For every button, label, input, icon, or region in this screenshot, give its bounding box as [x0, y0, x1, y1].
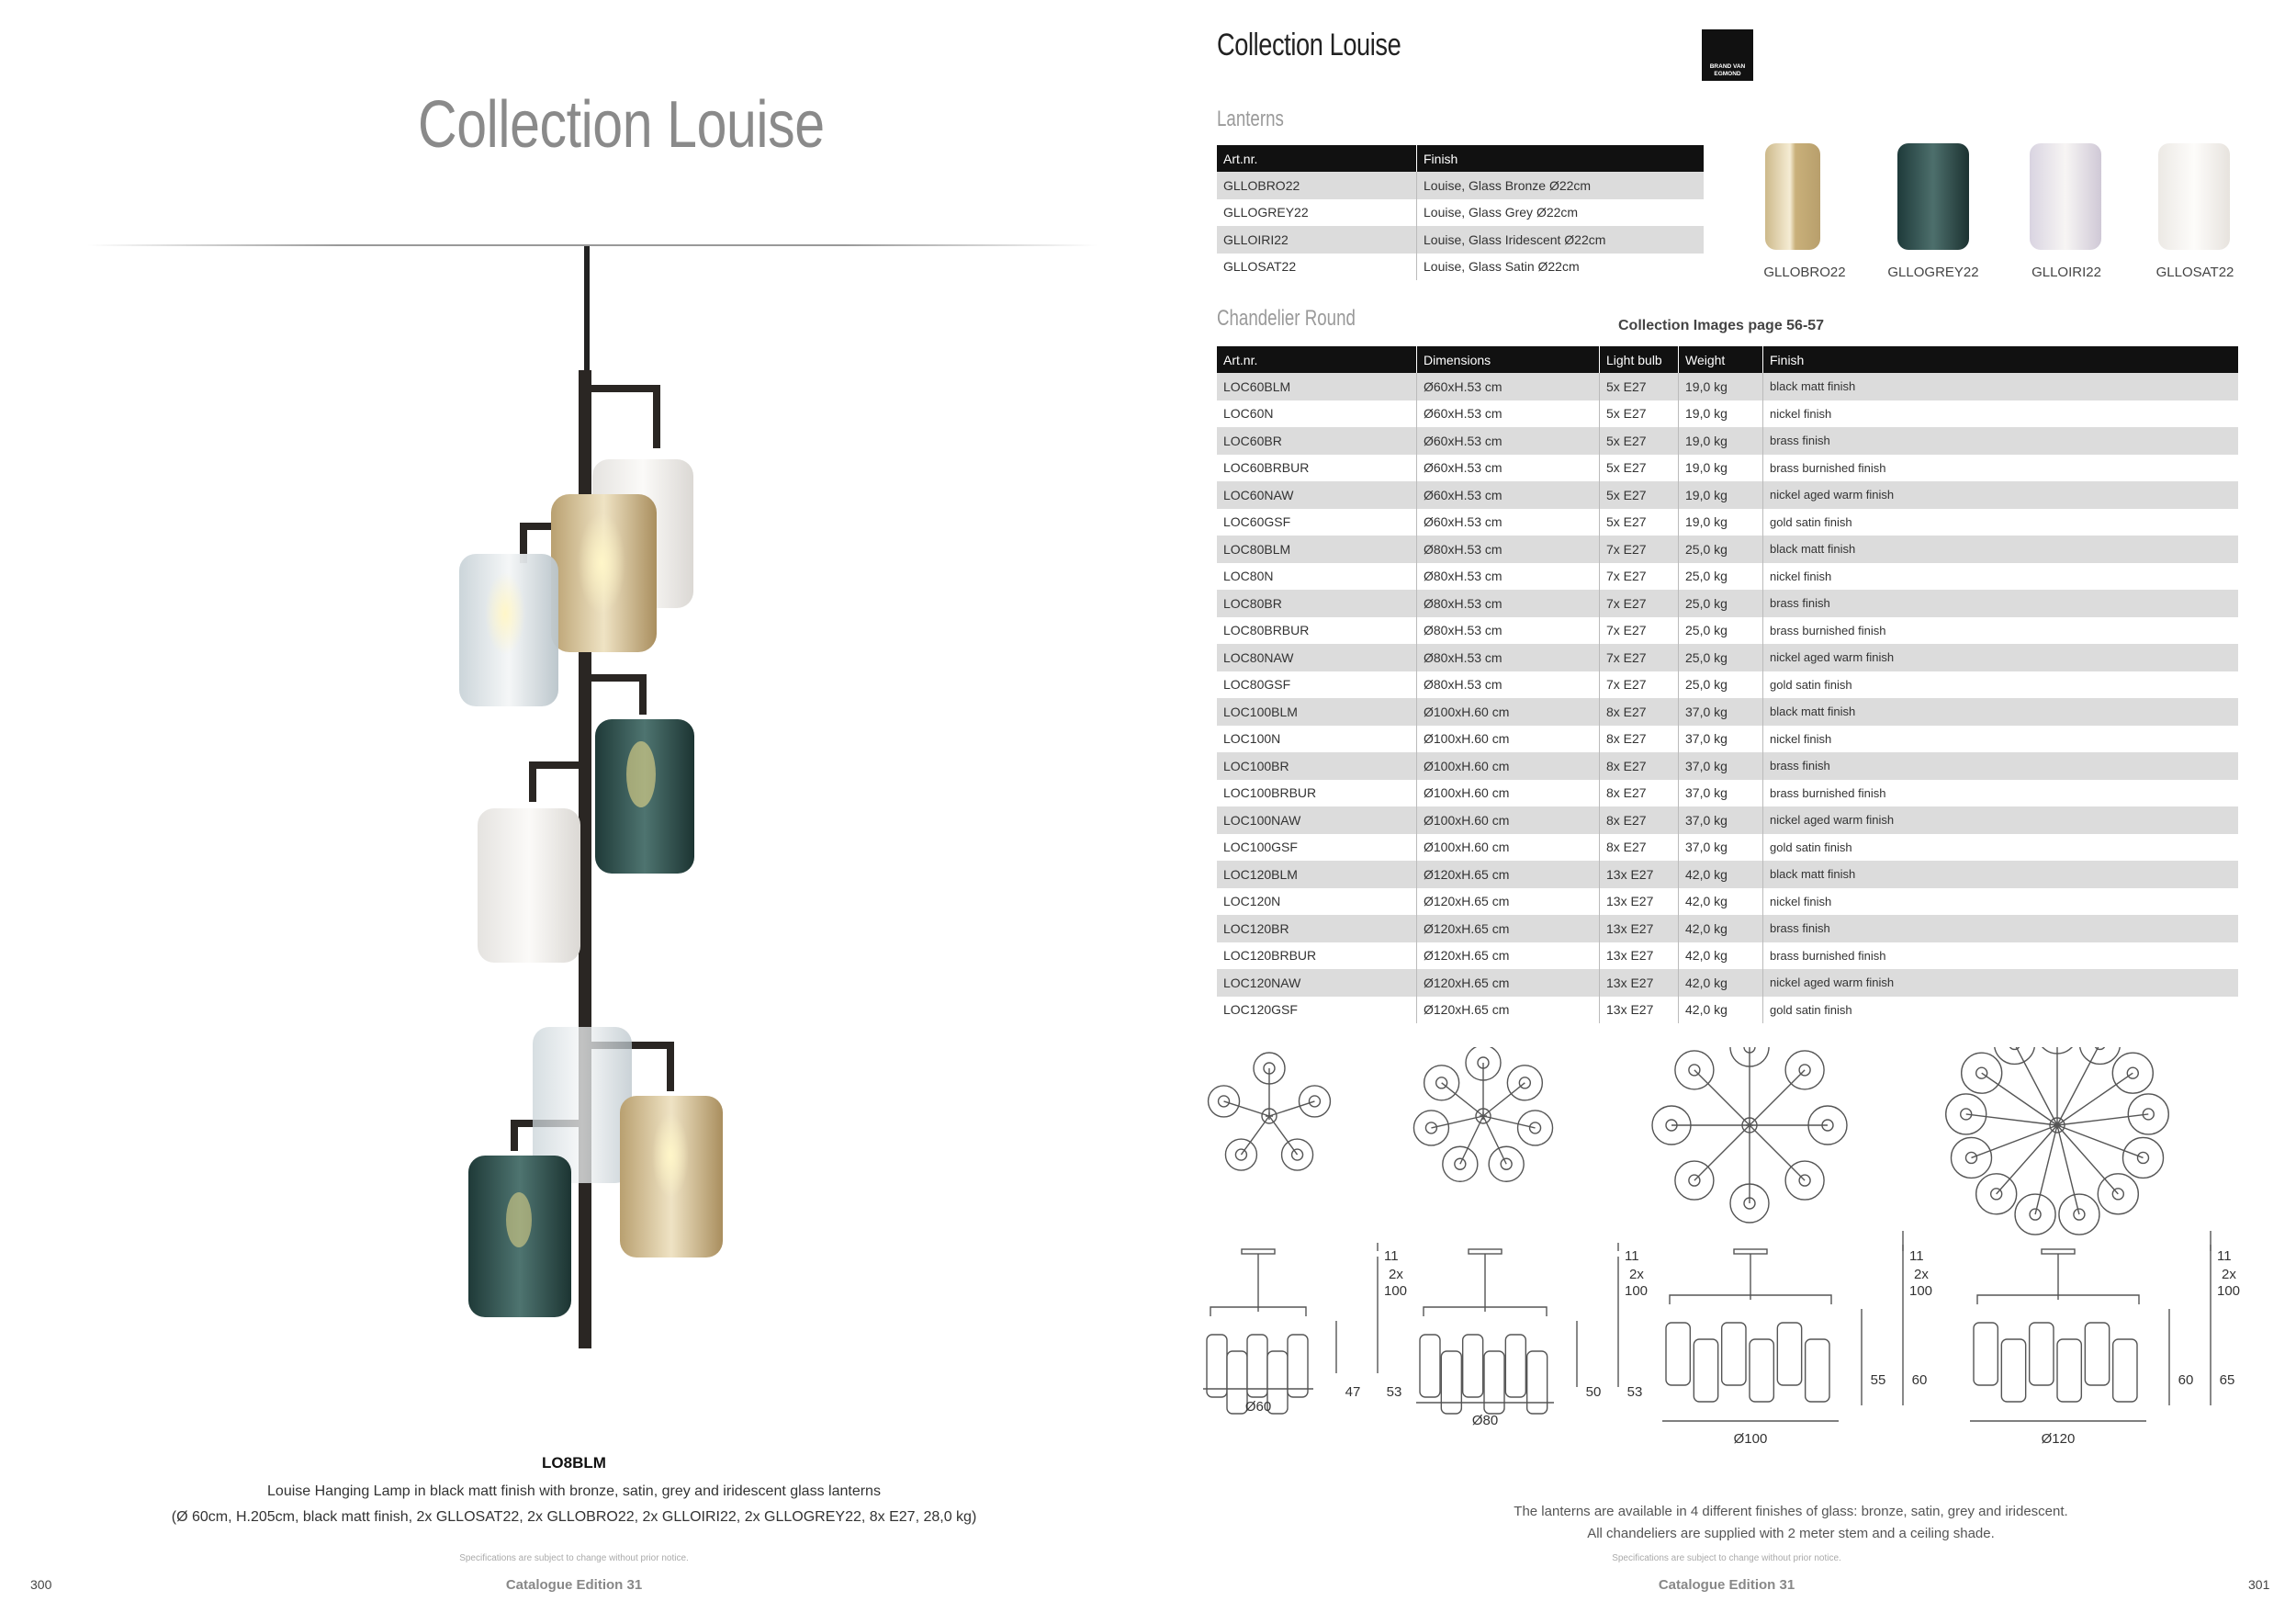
inner-height-label: 50 — [1585, 1384, 1602, 1400]
table-row — [1217, 834, 2238, 862]
table-cell: 7x E27 — [1600, 617, 1679, 645]
arm — [2057, 1047, 2099, 1125]
table-cell: LOC80NAW — [1217, 644, 1417, 671]
table-cell: 13x E27 — [1600, 942, 1679, 970]
stem-length-label: 100 — [1909, 1283, 1933, 1299]
table-cell: Ø120xH.65 cm — [1417, 888, 1600, 916]
arm — [1694, 1125, 1750, 1180]
product-specification: (Ø 60cm, H.205cm, black matt finish, 2x GLLOSAT22, 2x GLLOBRO22, 2x GLLOIRI22, 2x GLLOGREY22, 8x E27, 28,0 kg) — [171, 1509, 977, 1525]
stem-and-shade-note: All chandeliers are supplied with 2 meter stem and a ceiling shade. — [1587, 1526, 1995, 1541]
table-row — [1217, 969, 2238, 997]
lantern-side — [1722, 1323, 1746, 1385]
table-cell: 19,0 kg — [1679, 400, 1763, 428]
table-cell: Ø120xH.65 cm — [1417, 997, 1600, 1024]
table-cell: Ø60xH.53 cm — [1417, 427, 1600, 455]
table-cell: gold satin finish — [1763, 834, 2239, 862]
arm — [1460, 1116, 1483, 1164]
lantern-side — [1484, 1351, 1504, 1414]
lantern-side — [1288, 1335, 1308, 1397]
table-row — [1217, 427, 2238, 455]
table-cell: Ø80xH.53 cm — [1417, 536, 1600, 563]
chandelier-technical-drawings — [1203, 1047, 2268, 1451]
lantern-side — [1247, 1335, 1267, 1397]
lantern-socket — [1501, 1158, 1512, 1169]
table-cell: Ø60xH.53 cm — [1417, 509, 1600, 536]
arm — [2057, 1125, 2079, 1214]
ceiling-shade — [1242, 1249, 1275, 1254]
lantern-side — [1806, 1339, 1829, 1402]
arm — [1224, 1101, 1269, 1116]
table-cell: LOC60BLM — [1217, 373, 1417, 400]
swatch-label: GLLOIRI22 — [2032, 265, 2101, 280]
left-edition: Catalogue Edition 31 — [505, 1577, 643, 1593]
table-cell: 19,0 kg — [1679, 481, 1763, 509]
table-row — [1217, 942, 2238, 970]
table-cell: LOC80N — [1217, 563, 1417, 591]
table-cell: Ø80xH.53 cm — [1417, 671, 1600, 699]
table-cell: 5x E27 — [1600, 373, 1679, 400]
table-row — [1217, 536, 2238, 563]
table-cell: 42,0 kg — [1679, 888, 1763, 916]
chandelier-col-weight: Weight — [1679, 346, 1763, 373]
table-row — [1217, 806, 2238, 834]
table-cell: LOC120BLM — [1217, 861, 1417, 888]
table-cell: Ø100xH.60 cm — [1417, 834, 1600, 862]
table-cell: Louise, Glass Grey Ø22cm — [1417, 199, 1705, 227]
lantern-side — [2085, 1323, 2109, 1385]
table-cell: 7x E27 — [1600, 590, 1679, 617]
table-cell: 13x E27 — [1600, 861, 1679, 888]
lanterns-heading: Lanterns — [1217, 107, 1284, 131]
table-cell: 8x E27 — [1600, 698, 1679, 726]
table-cell: 8x E27 — [1600, 834, 1679, 862]
table-cell: LOC60BR — [1217, 427, 1417, 455]
table-cell: Louise, Glass Iridescent Ø22cm — [1417, 226, 1705, 254]
table-row — [1217, 698, 2238, 726]
table-cell: brass burnished finish — [1763, 780, 2239, 807]
table-cell: Ø80xH.53 cm — [1417, 644, 1600, 671]
arm — [2015, 1047, 2057, 1125]
chandelier-col-light-bulb: Light bulb — [1600, 346, 1679, 373]
lantern-side — [1505, 1335, 1525, 1397]
table-cell: Ø100xH.60 cm — [1417, 806, 1600, 834]
lantern-socket — [2138, 1152, 2149, 1163]
table-cell: 13x E27 — [1600, 888, 1679, 916]
table-cell: 42,0 kg — [1679, 942, 1763, 970]
right-page-title: Collection Louise — [1217, 28, 1401, 62]
lantern-side — [1750, 1339, 1773, 1402]
ceiling-shade — [1469, 1249, 1502, 1254]
table-cell: LOC80BR — [1217, 590, 1417, 617]
table-cell: Ø100xH.60 cm — [1417, 726, 1600, 753]
lantern-top — [1951, 1137, 1991, 1178]
lantern-socket — [1309, 1096, 1320, 1107]
stem-length-label: 100 — [1384, 1283, 1408, 1299]
arm — [1269, 1101, 1314, 1116]
table-row — [1217, 455, 2238, 482]
table-row — [1217, 617, 2238, 645]
chandelier-col-artnr: Art.nr. — [1217, 346, 1417, 373]
table-row — [1217, 563, 2238, 591]
table-cell: GLLOGREY22 — [1217, 199, 1417, 227]
table-cell: nickel aged warm finish — [1763, 806, 2239, 834]
logo-line-1: BRAND VAN — [1709, 63, 1746, 70]
arm — [1694, 1070, 1750, 1125]
table-row — [1217, 509, 2238, 536]
table-cell: 37,0 kg — [1679, 726, 1763, 753]
table-cell: 37,0 kg — [1679, 834, 1763, 862]
table-cell: nickel finish — [1763, 888, 2239, 916]
table-cell: 5x E27 — [1600, 427, 1679, 455]
table-cell: nickel aged warm finish — [1763, 644, 2239, 671]
lantern-side — [1420, 1335, 1440, 1397]
left-page-title: Collection Louise — [418, 88, 825, 162]
arm — [1997, 1125, 2057, 1194]
table-cell: LOC100BRBUR — [1217, 780, 1417, 807]
table-cell: Ø120xH.65 cm — [1417, 942, 1600, 970]
outer-height-label: 53 — [1626, 1384, 1643, 1400]
lantern-top — [2059, 1194, 2099, 1235]
table-cell: LOC120BRBUR — [1217, 942, 1417, 970]
table-cell: black matt finish — [1763, 373, 2239, 400]
table-cell: LOC100N — [1217, 726, 1417, 753]
swatch-satin-lantern — [2158, 143, 2230, 250]
chandelier-col-dimensions: Dimensions — [1417, 346, 1600, 373]
table-cell: LOC60BRBUR — [1217, 455, 1417, 482]
table-cell: gold satin finish — [1763, 997, 2239, 1024]
table-row — [1217, 199, 1704, 227]
table-row — [1217, 780, 2238, 807]
left-page-number: 300 — [30, 1577, 52, 1592]
table-cell: nickel finish — [1763, 726, 2239, 753]
table-cell: 19,0 kg — [1679, 455, 1763, 482]
lantern-top — [2123, 1137, 2164, 1178]
table-cell: Ø100xH.60 cm — [1417, 698, 1600, 726]
table-cell: 5x E27 — [1600, 400, 1679, 428]
table-cell: 25,0 kg — [1679, 590, 1763, 617]
collection-images-reference: Collection Images page 56-57 — [1618, 318, 1825, 333]
table-cell: Ø60xH.53 cm — [1417, 455, 1600, 482]
lantern-top — [1209, 1086, 1240, 1117]
table-cell: 8x E27 — [1600, 726, 1679, 753]
table-cell: brass burnished finish — [1763, 455, 2239, 482]
table-cell: GLLOSAT22 — [1217, 254, 1417, 281]
table-cell: nickel finish — [1763, 400, 2239, 428]
outer-height-label: 65 — [2219, 1372, 2235, 1388]
table-row — [1217, 671, 2238, 699]
table-cell: nickel aged warm finish — [1763, 481, 2239, 509]
table-cell: Ø100xH.60 cm — [1417, 752, 1600, 780]
table-row — [1217, 997, 2238, 1024]
diameter-label: Ø100 — [1733, 1431, 1768, 1447]
table-cell: LOC80BLM — [1217, 536, 1417, 563]
table-cell: 13x E27 — [1600, 997, 1679, 1024]
lantern-side — [1207, 1335, 1227, 1397]
stem-length-label: 100 — [2217, 1283, 2241, 1299]
table-cell: LOC100BR — [1217, 752, 1417, 780]
right-page-number: 301 — [2248, 1577, 2270, 1592]
table-row — [1217, 888, 2238, 916]
table-cell: 25,0 kg — [1679, 644, 1763, 671]
arm — [1483, 1116, 1506, 1164]
table-cell: 42,0 kg — [1679, 969, 1763, 997]
table-cell: 7x E27 — [1600, 671, 1679, 699]
chandelier-table — [1217, 346, 2238, 1023]
table-cell: GLLOIRI22 — [1217, 226, 1417, 254]
lantern-side — [1777, 1323, 1801, 1385]
table-row — [1217, 644, 2238, 671]
table-cell: Ø120xH.65 cm — [1417, 861, 1600, 888]
table-cell: Ø80xH.53 cm — [1417, 590, 1600, 617]
lantern-socket — [2030, 1209, 2041, 1220]
table-cell: black matt finish — [1763, 861, 2239, 888]
left-disclaimer: Specifications are subject to change without prior notice. — [459, 1553, 689, 1563]
table-cell: black matt finish — [1763, 536, 2239, 563]
table-cell: 25,0 kg — [1679, 617, 1763, 645]
table-cell: LOC120NAW — [1217, 969, 1417, 997]
right-disclaimer: Specifications are subject to change without prior notice. — [1612, 1553, 1841, 1563]
lantern-finishes-note: The lanterns are available in 4 different finishes of glass: bronze, satin, grey and iridescent. — [1514, 1504, 2068, 1519]
top-height-label: 11 — [2217, 1248, 2232, 1264]
table-cell: brass burnished finish — [1763, 942, 2239, 970]
table-cell: Ø80xH.53 cm — [1417, 563, 1600, 591]
table-row — [1217, 254, 1704, 281]
table-cell: brass finish — [1763, 752, 2239, 780]
lantern-top — [1299, 1086, 1330, 1117]
swatch-bronze-lantern — [1765, 143, 1820, 250]
table-cell: Ø80xH.53 cm — [1417, 617, 1600, 645]
arm — [2035, 1125, 2057, 1214]
table-cell: 37,0 kg — [1679, 752, 1763, 780]
table-cell: 5x E27 — [1600, 481, 1679, 509]
table-cell: Ø60xH.53 cm — [1417, 373, 1600, 400]
table-row — [1217, 590, 2238, 617]
lantern-side — [1441, 1351, 1461, 1414]
inner-height-label: 60 — [2178, 1372, 2194, 1388]
stem-count-label: 2x — [2222, 1267, 2236, 1282]
chandelier-heading: Chandelier Round — [1217, 306, 1356, 331]
ceiling-shade — [1734, 1249, 1767, 1254]
table-cell: 7x E27 — [1600, 644, 1679, 671]
table-row — [1217, 726, 2238, 753]
lantern-side — [1694, 1339, 1717, 1402]
outer-height-label: 60 — [1911, 1372, 1928, 1388]
table-cell: 42,0 kg — [1679, 861, 1763, 888]
table-cell: Louise, Glass Bronze Ø22cm — [1417, 172, 1705, 199]
swatch-iridescent-lantern — [2030, 143, 2101, 250]
lantern-side — [2001, 1339, 2025, 1402]
table-cell: 19,0 kg — [1679, 427, 1763, 455]
lantern-side — [2030, 1323, 2054, 1385]
table-row — [1217, 752, 2238, 780]
table-row — [1217, 481, 2238, 509]
lantern-side — [1974, 1323, 1998, 1385]
table-cell: LOC100NAW — [1217, 806, 1417, 834]
diameter-label: Ø80 — [1471, 1413, 1499, 1428]
table-cell: 42,0 kg — [1679, 997, 1763, 1024]
lantern-top — [1489, 1146, 1524, 1181]
lantern-side — [1666, 1323, 1690, 1385]
table-cell: 7x E27 — [1600, 563, 1679, 591]
table-cell: LOC120BR — [1217, 915, 1417, 942]
table-cell: 8x E27 — [1600, 806, 1679, 834]
table-cell: LOC120GSF — [1217, 997, 1417, 1024]
top-height-label: 11 — [1625, 1248, 1639, 1264]
lantern-top — [1946, 1094, 1986, 1134]
diameter-label: Ø120 — [2041, 1431, 2076, 1447]
lantern-top — [2015, 1194, 2055, 1235]
lantern-socket — [1219, 1096, 1230, 1107]
table-cell: brass finish — [1763, 590, 2239, 617]
right-edition: Catalogue Edition 31 — [1658, 1577, 1795, 1593]
lantern-side — [2057, 1339, 2081, 1402]
table-cell: 13x E27 — [1600, 969, 1679, 997]
stem-count-label: 2x — [1629, 1267, 1644, 1282]
lantern-socket — [2009, 1047, 2020, 1049]
chandelier-col-finish: Finish — [1763, 346, 2239, 373]
inner-height-label: 47 — [1345, 1384, 1361, 1400]
arm — [1750, 1070, 1805, 1125]
lantern-side — [1227, 1351, 1247, 1414]
swatch-label: GLLOSAT22 — [2155, 265, 2234, 280]
swatch-label: GLLOGREY22 — [1887, 265, 1979, 280]
lantern-socket — [2094, 1047, 2105, 1049]
table-cell: brass finish — [1763, 915, 2239, 942]
product-description: Louise Hanging Lamp in black matt finish with bronze, satin, grey and iridescent glass lanterns — [267, 1483, 881, 1499]
lantern-side — [2113, 1339, 2137, 1402]
lanterns-table — [1217, 145, 1704, 280]
table-cell: 5x E27 — [1600, 455, 1679, 482]
table-cell: 37,0 kg — [1679, 780, 1763, 807]
ceiling-shade — [2042, 1249, 2075, 1254]
table-cell: LOC60N — [1217, 400, 1417, 428]
table-cell: brass burnished finish — [1763, 617, 2239, 645]
table-cell: 25,0 kg — [1679, 671, 1763, 699]
table-cell: 37,0 kg — [1679, 698, 1763, 726]
lantern-top — [1443, 1146, 1478, 1181]
stem-length-label: 100 — [1625, 1283, 1649, 1299]
lanterns-col-artnr: Art.nr. — [1217, 145, 1417, 172]
logo-line-2: EGMOND — [1714, 71, 1741, 77]
table-cell: Louise, Glass Satin Ø22cm — [1417, 254, 1705, 281]
table-row — [1217, 861, 2238, 888]
swatch-label: GLLOBRO22 — [1763, 265, 1846, 280]
lantern-top — [1413, 1111, 1448, 1145]
table-cell: gold satin finish — [1763, 671, 2239, 699]
table-cell: 7x E27 — [1600, 536, 1679, 563]
table-cell: 25,0 kg — [1679, 563, 1763, 591]
table-cell: Ø120xH.65 cm — [1417, 969, 1600, 997]
lantern-socket — [1965, 1152, 1976, 1163]
table-cell: LOC80GSF — [1217, 671, 1417, 699]
inner-height-label: 55 — [1870, 1372, 1886, 1388]
table-cell: gold satin finish — [1763, 509, 2239, 536]
table-cell: Ø60xH.53 cm — [1417, 481, 1600, 509]
top-height-label: 11 — [1384, 1248, 1399, 1264]
table-cell: LOC100GSF — [1217, 834, 1417, 862]
table-row — [1217, 172, 1704, 199]
table-row — [1217, 400, 2238, 428]
table-cell: black matt finish — [1763, 698, 2239, 726]
product-code: LO8BLM — [542, 1454, 606, 1472]
table-cell: 5x E27 — [1600, 509, 1679, 536]
table-cell: 8x E27 — [1600, 780, 1679, 807]
table-cell: LOC60NAW — [1217, 481, 1417, 509]
lantern-side — [1527, 1351, 1548, 1414]
brand-logo — [1702, 29, 1753, 81]
table-row — [1217, 915, 2238, 942]
table-cell: nickel finish — [1763, 563, 2239, 591]
table-cell: Ø100xH.60 cm — [1417, 780, 1600, 807]
lantern-socket — [2074, 1209, 2085, 1220]
table-cell: LOC60GSF — [1217, 509, 1417, 536]
top-height-label: 11 — [1909, 1248, 1924, 1264]
table-cell: LOC80BRBUR — [1217, 617, 1417, 645]
outer-height-label: 53 — [1386, 1384, 1402, 1400]
table-cell: 19,0 kg — [1679, 373, 1763, 400]
lantern-side — [1463, 1335, 1483, 1397]
stem-count-label: 2x — [1914, 1267, 1929, 1282]
lantern-socket — [1455, 1158, 1466, 1169]
hanging-lamp-photo — [413, 246, 744, 1348]
arm — [1750, 1125, 1805, 1180]
table-cell: Ø120xH.65 cm — [1417, 915, 1600, 942]
table-cell: 19,0 kg — [1679, 509, 1763, 536]
table-cell: Ø60xH.53 cm — [1417, 400, 1600, 428]
table-cell: 25,0 kg — [1679, 536, 1763, 563]
table-cell: LOC100BLM — [1217, 698, 1417, 726]
table-row — [1217, 226, 1704, 254]
swatch-grey-lantern — [1897, 143, 1969, 250]
table-cell: 42,0 kg — [1679, 915, 1763, 942]
arm — [1483, 1116, 1536, 1128]
table-cell: 8x E27 — [1600, 752, 1679, 780]
table-cell: 37,0 kg — [1679, 806, 1763, 834]
diameter-label: Ø60 — [1244, 1399, 1272, 1415]
lantern-top — [2128, 1094, 2168, 1134]
table-row — [1217, 373, 2238, 400]
arm — [2057, 1125, 2118, 1194]
table-cell: GLLOBRO22 — [1217, 172, 1417, 199]
lanterns-col-finish: Finish — [1417, 145, 1705, 172]
stem-count-label: 2x — [1389, 1267, 1403, 1282]
table-cell: nickel aged warm finish — [1763, 969, 2239, 997]
table-cell: 13x E27 — [1600, 915, 1679, 942]
table-cell: LOC120N — [1217, 888, 1417, 916]
table-cell: brass finish — [1763, 427, 2239, 455]
arm — [1431, 1116, 1483, 1128]
